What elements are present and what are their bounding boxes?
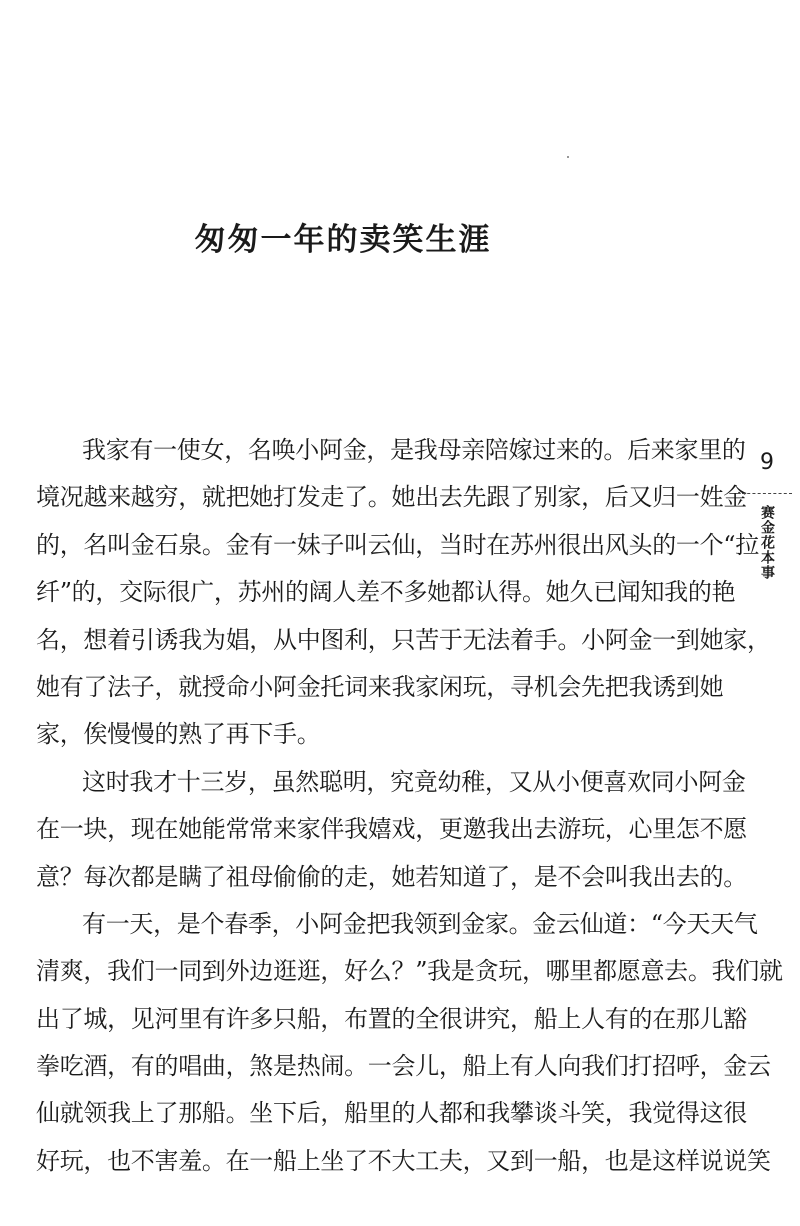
text-line: 这时我才十三岁，虽然聪明，究竟幼稚，又从小便喜欢同小阿金: [82, 767, 746, 796]
chapter-title: 匆匆一年的卖笑生涯: [194, 222, 492, 258]
text-line: 境况越来越穷，就把她打发走了。她出去先跟了别家，后又归一姓金: [36, 483, 747, 512]
text-line: 名，想着引诱我为娼，从中图利，只苦于无法着手。小阿金一到她家，: [36, 625, 771, 654]
text-line: 仙就领我上了那船。坐下后，船里的人都和我攀谈斗笑，我觉得这很: [36, 1099, 747, 1128]
text-line: 纤”的，交际很广，苏州的阔人差不多她都认得。她久已闻知我的艳: [36, 578, 736, 607]
text-line: 她有了法子，就授命小阿金托词来我家闲玩，寻机会先把我诱到她: [36, 672, 724, 701]
text-line: 拳吃酒，有的唱曲，煞是热闹。一会儿，船上有人向我们打招呼，金云: [36, 1052, 771, 1081]
text-line: 意？每次都是瞒了祖母偷偷的走，她若知道了，是不会叫我出去的。: [36, 862, 747, 891]
text-line: 我家有一使女，名唤小阿金，是我母亲陪嫁过来的。后来家里的: [82, 436, 746, 464]
text-line: 有一天，是个春季，小阿金把我领到金家。金云仙道：“今天天气: [82, 909, 758, 938]
running-head: 赛金花本事: [759, 505, 775, 580]
text-line: 家，俟慢慢的熟了再下手。: [36, 720, 321, 749]
text-line: 清爽，我们一同到外边逛逛，好么？”我是贪玩，哪里都愿意去。我们就: [36, 957, 783, 986]
text-line: 的，名叫金石泉。金有一妹子叫云仙，当时在苏州很出风头的一个“拉: [36, 530, 759, 559]
margin-divider: [742, 493, 792, 494]
text-line: 出了城，见河里有许多只船，布置的全很讲究，船上人有的在那儿豁: [36, 1004, 747, 1033]
page-number: 9: [760, 450, 774, 475]
print-speck: [567, 156, 569, 158]
text-line: 在一块，现在她能常常来家伴我嬉戏，更邀我出去游玩，心里怎不愿: [36, 815, 747, 844]
text-line: 好玩，也不害羞。在一船上坐了不大工夫，又到一船，也是这样说说笑: [36, 1146, 771, 1175]
